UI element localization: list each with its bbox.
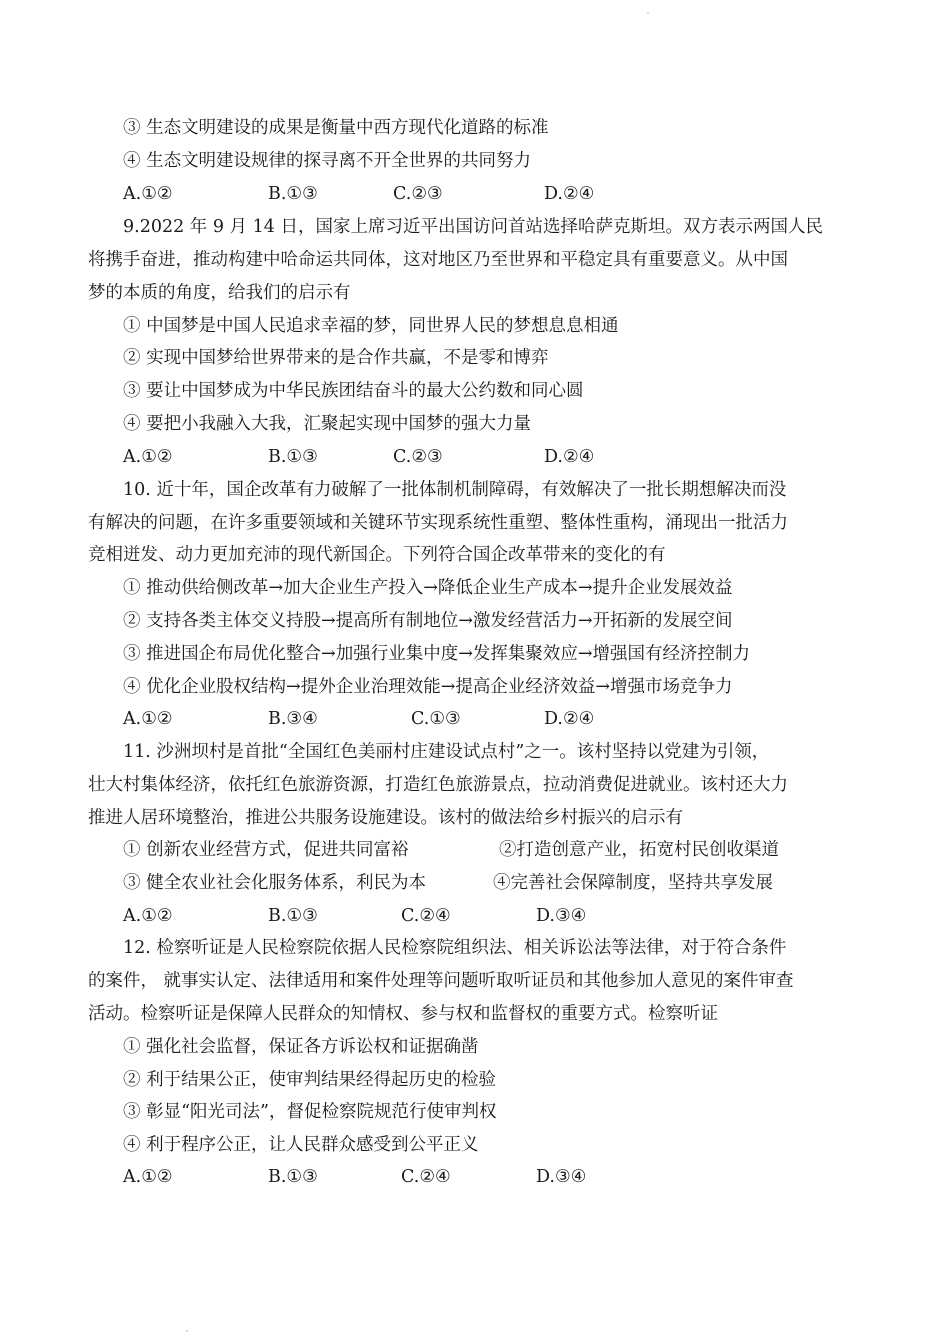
q10-stem-line: 有解决的问题，在许多重要领域和关键环节实现系统性重塑、整体性重构，涌现出一批活力: [88, 513, 788, 533]
q10-stem-line: 10. 近十年，国企改革有力破解了一批体制机制障碍，有效解决了一批长期想解决而没: [123, 480, 787, 500]
q11-item-1: ① 创新农业经营方式，促进共同富裕: [123, 840, 409, 860]
q10-option-a: A.①②: [123, 709, 173, 729]
q12-option-a: A.①②: [123, 1167, 173, 1187]
q11-item-4: ④完善社会保障制度，坚持共享发展: [493, 873, 773, 893]
q10-stem-line: 竞相迸发、动力更加充沛的现代新国企。下列符合国企改革带来的变化的有: [88, 545, 666, 565]
q11-item-2: ②打造创意产业，拓宽村民创收渠道: [499, 840, 779, 860]
q11-option-d: D.③④: [536, 906, 587, 926]
q9-option-b: B.①③: [268, 447, 318, 467]
q10-item-3: ③ 推进国企布局优化整合→加强行业集中度→发挥集聚效应→增强国有经济控制力: [123, 644, 751, 664]
q8-option-d: D.②④: [544, 184, 595, 204]
q12-item-3: ③ 彰显“阳光司法”，督促检察院规范行使审判权: [123, 1102, 497, 1122]
q9-option-a: A.①②: [123, 447, 173, 467]
q9-stem-line: 梦的本质的角度，给我们的启示有: [88, 283, 351, 303]
q9-option-c: C.②③: [393, 447, 443, 467]
q8-item-4: ④ 生态文明建设规律的探寻离不开全世界的共同努力: [123, 151, 532, 171]
scan-speck: [186, 1330, 188, 1332]
q9-item-4: ④ 要把小我融入大我，汇聚起实现中国梦的强大力量: [123, 414, 532, 434]
q8-option-a: A.①②: [123, 184, 173, 204]
q12-item-1: ① 强化社会监督，保证各方诉讼权和证据确凿: [123, 1037, 479, 1057]
q9-item-3: ③ 要让中国梦成为中华民族团结奋斗的最大公约数和同心圆: [123, 381, 584, 401]
q10-option-d: D.②④: [544, 709, 595, 729]
q8-option-c: C.②③: [393, 184, 443, 204]
q10-option-c: C.①③: [411, 709, 461, 729]
q8-item-3: ③ 生态文明建设的成果是衡量中西方现代化道路的标准: [123, 118, 549, 138]
q10-option-b: B.③④: [268, 709, 318, 729]
q12-stem-line: 的案件， 就事实认定、法律适用和案件处理等问题听取听证员和其他参加人意见的案件审查: [88, 971, 794, 991]
q11-option-b: B.①③: [268, 906, 318, 926]
q10-item-1: ① 推动供给侧改革→加大企业生产投入→降低企业生产成本→提升企业发展效益: [123, 578, 733, 598]
q9-item-2: ② 实现中国梦给世界带来的是合作共赢，不是零和博弈: [123, 348, 549, 368]
q11-item-3: ③ 健全农业社会化服务体系，利民为本: [123, 873, 427, 893]
q9-item-1: ① 中国梦是中国人民追求幸福的梦，同世界人民的梦想息息相通: [123, 316, 619, 336]
q10-item-2: ② 支持各类主体交义持股→提高所有制地位→激发经营活力→开拓新的发展空间: [123, 611, 733, 631]
q9-stem-line: 9.2022 年 9 月 14 日，国家上席习近平出国访问首站选择哈萨克斯坦。双方表示两国人民: [123, 217, 823, 237]
q12-option-b: B.①③: [268, 1167, 318, 1187]
q11-option-a: A.①②: [123, 906, 173, 926]
q12-item-2: ② 利于结果公正，使审判结果经得起历史的检验: [123, 1070, 497, 1090]
q12-option-c: C.②④: [401, 1167, 451, 1187]
q11-stem-line: 推进人居环境整治，推进公共服务设施建设。该村的做法给乡村振兴的启示有: [88, 808, 683, 828]
q11-stem-line: 壮大村集体经济，依托红色旅游资源，打造红色旅游景点，拉动消费促进就业。该村还大力: [88, 775, 788, 795]
q11-option-c: C.②④: [401, 906, 451, 926]
q12-item-4: ④ 利于程序公正，让人民群众感受到公平正义: [123, 1135, 479, 1155]
q12-option-d: D.③④: [536, 1167, 587, 1187]
q8-option-b: B.①③: [268, 184, 318, 204]
q9-stem-line: 将携手奋进，推动构建中哈命运共同体，这对地区乃至世界和平稳定具有重要意义。从中国: [88, 250, 788, 270]
scan-speck: [647, 12, 649, 14]
q11-stem-line: 11. 沙洲坝村是首批“全国红色美丽村庄建设试点村”之一。该村坚持以党建为引领，: [123, 742, 770, 762]
q10-item-4: ④ 优化企业股权结构→提外企业治理效能→提高企业经济效益→增强市场竞争力: [123, 677, 733, 697]
q9-option-d: D.②④: [544, 447, 595, 467]
q12-stem-line: 12. 检察听证是人民检察院依据人民检察院组织法、相关诉讼法等法律，对于符合条件: [123, 938, 787, 958]
q12-stem-line: 活动。检察听证是保障人民群众的知情权、参与权和监督权的重要方式。检察听证: [88, 1004, 718, 1024]
